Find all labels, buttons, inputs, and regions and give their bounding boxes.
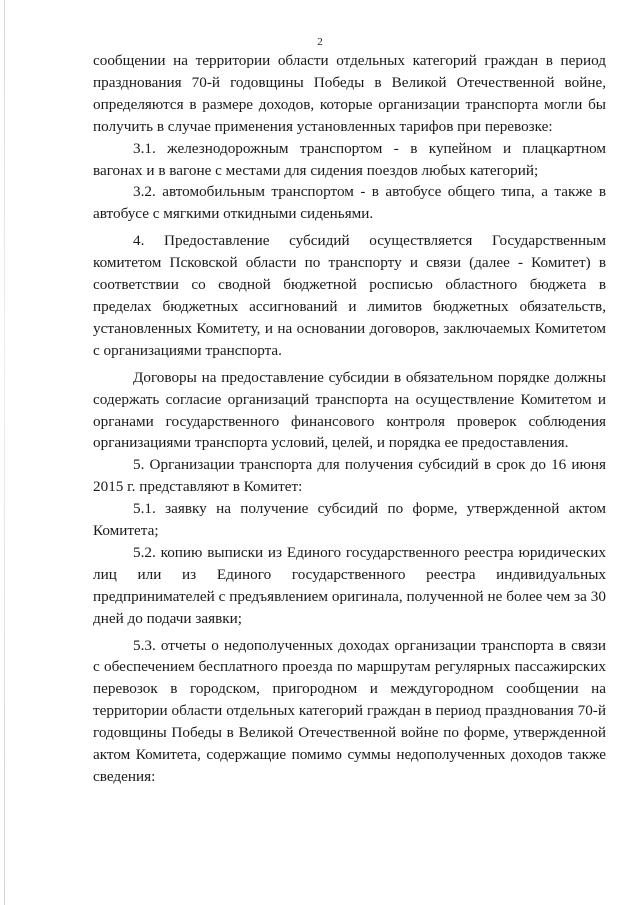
paragraph-5-1: 5.1. заявку на получение субсидий по форме, утвержденной актом Комитета; [93, 500, 606, 540]
paragraph-contracts: Договоры на предоставление субсидии в обязательном порядке должны содержать согласие организаций транспорта на осуществление Комитетом и органами государственного финансового контроля проверок соблюдения организациями транспорта условий, целей, и порядка ее предоставления. [93, 368, 606, 452]
document-body [93, 50, 606, 788]
scan-edge-line [4, 0, 5, 905]
paragraph-5-2: 5.2. копию выписки из Единого государственного реестра юридических лиц или из Единого государственного реестра индивидуальных предпринимателей с предъявлением оригинала, полученной не более чем за 30 дней до подачи заявки; [93, 543, 606, 627]
page-number: 2 [317, 36, 323, 48]
paragraph-5-3: 5.3. отчеты о недополученных доходах организации транспорта в связи с обеспечением бесплатного проезда по маршрутам регулярных пассажирских перевозок в городском, пригородном и междугородном сообщении на территории области отдельных категорий граждан в период празднования 70-й годовщины Победы в Великой Отечественной войне по форме, утвержденной актом Комитета, содержащие помимо суммы недополученных доходов также сведения: [93, 636, 606, 785]
paragraph-3-2: 3.2. автомобильным транспортом - в автобусе общего типа, а также в автобусе с мягкими откидными сиденьями. [93, 183, 606, 223]
paragraph-5: 5. Организации транспорта для получения субсидий в срок до 16 июня 2015 г. представляют в Комитет: [93, 456, 606, 496]
paragraph-3-1: 3.1. железнодорожным транспортом - в купейном и плацкартном вагонах и в вагоне с местами для сидения поездов любых категорий; [93, 139, 606, 179]
paragraph-continuation: сообщении на территории области отдельных категорий граждан в период празднования 70-й годовщины Победы в Великой Отечественной войне, определяются в размере доходов, которые организации транспорта могли бы получить в случае применения установленных тарифов при перевозке: [93, 52, 606, 135]
paragraph-4: 4. Предоставление субсидий осуществляется Государственным комитетом Псковской области по транспорту и связи (далее - Комитет) в соответствии со сводной бюджетной росписью областного бюджета в пределах бюджетных ассигнований и лимитов бюджетных обязательств, установленных Комитету, и на основании договоров, заключаемых Комитетом с организациями транспорта. [93, 232, 606, 359]
